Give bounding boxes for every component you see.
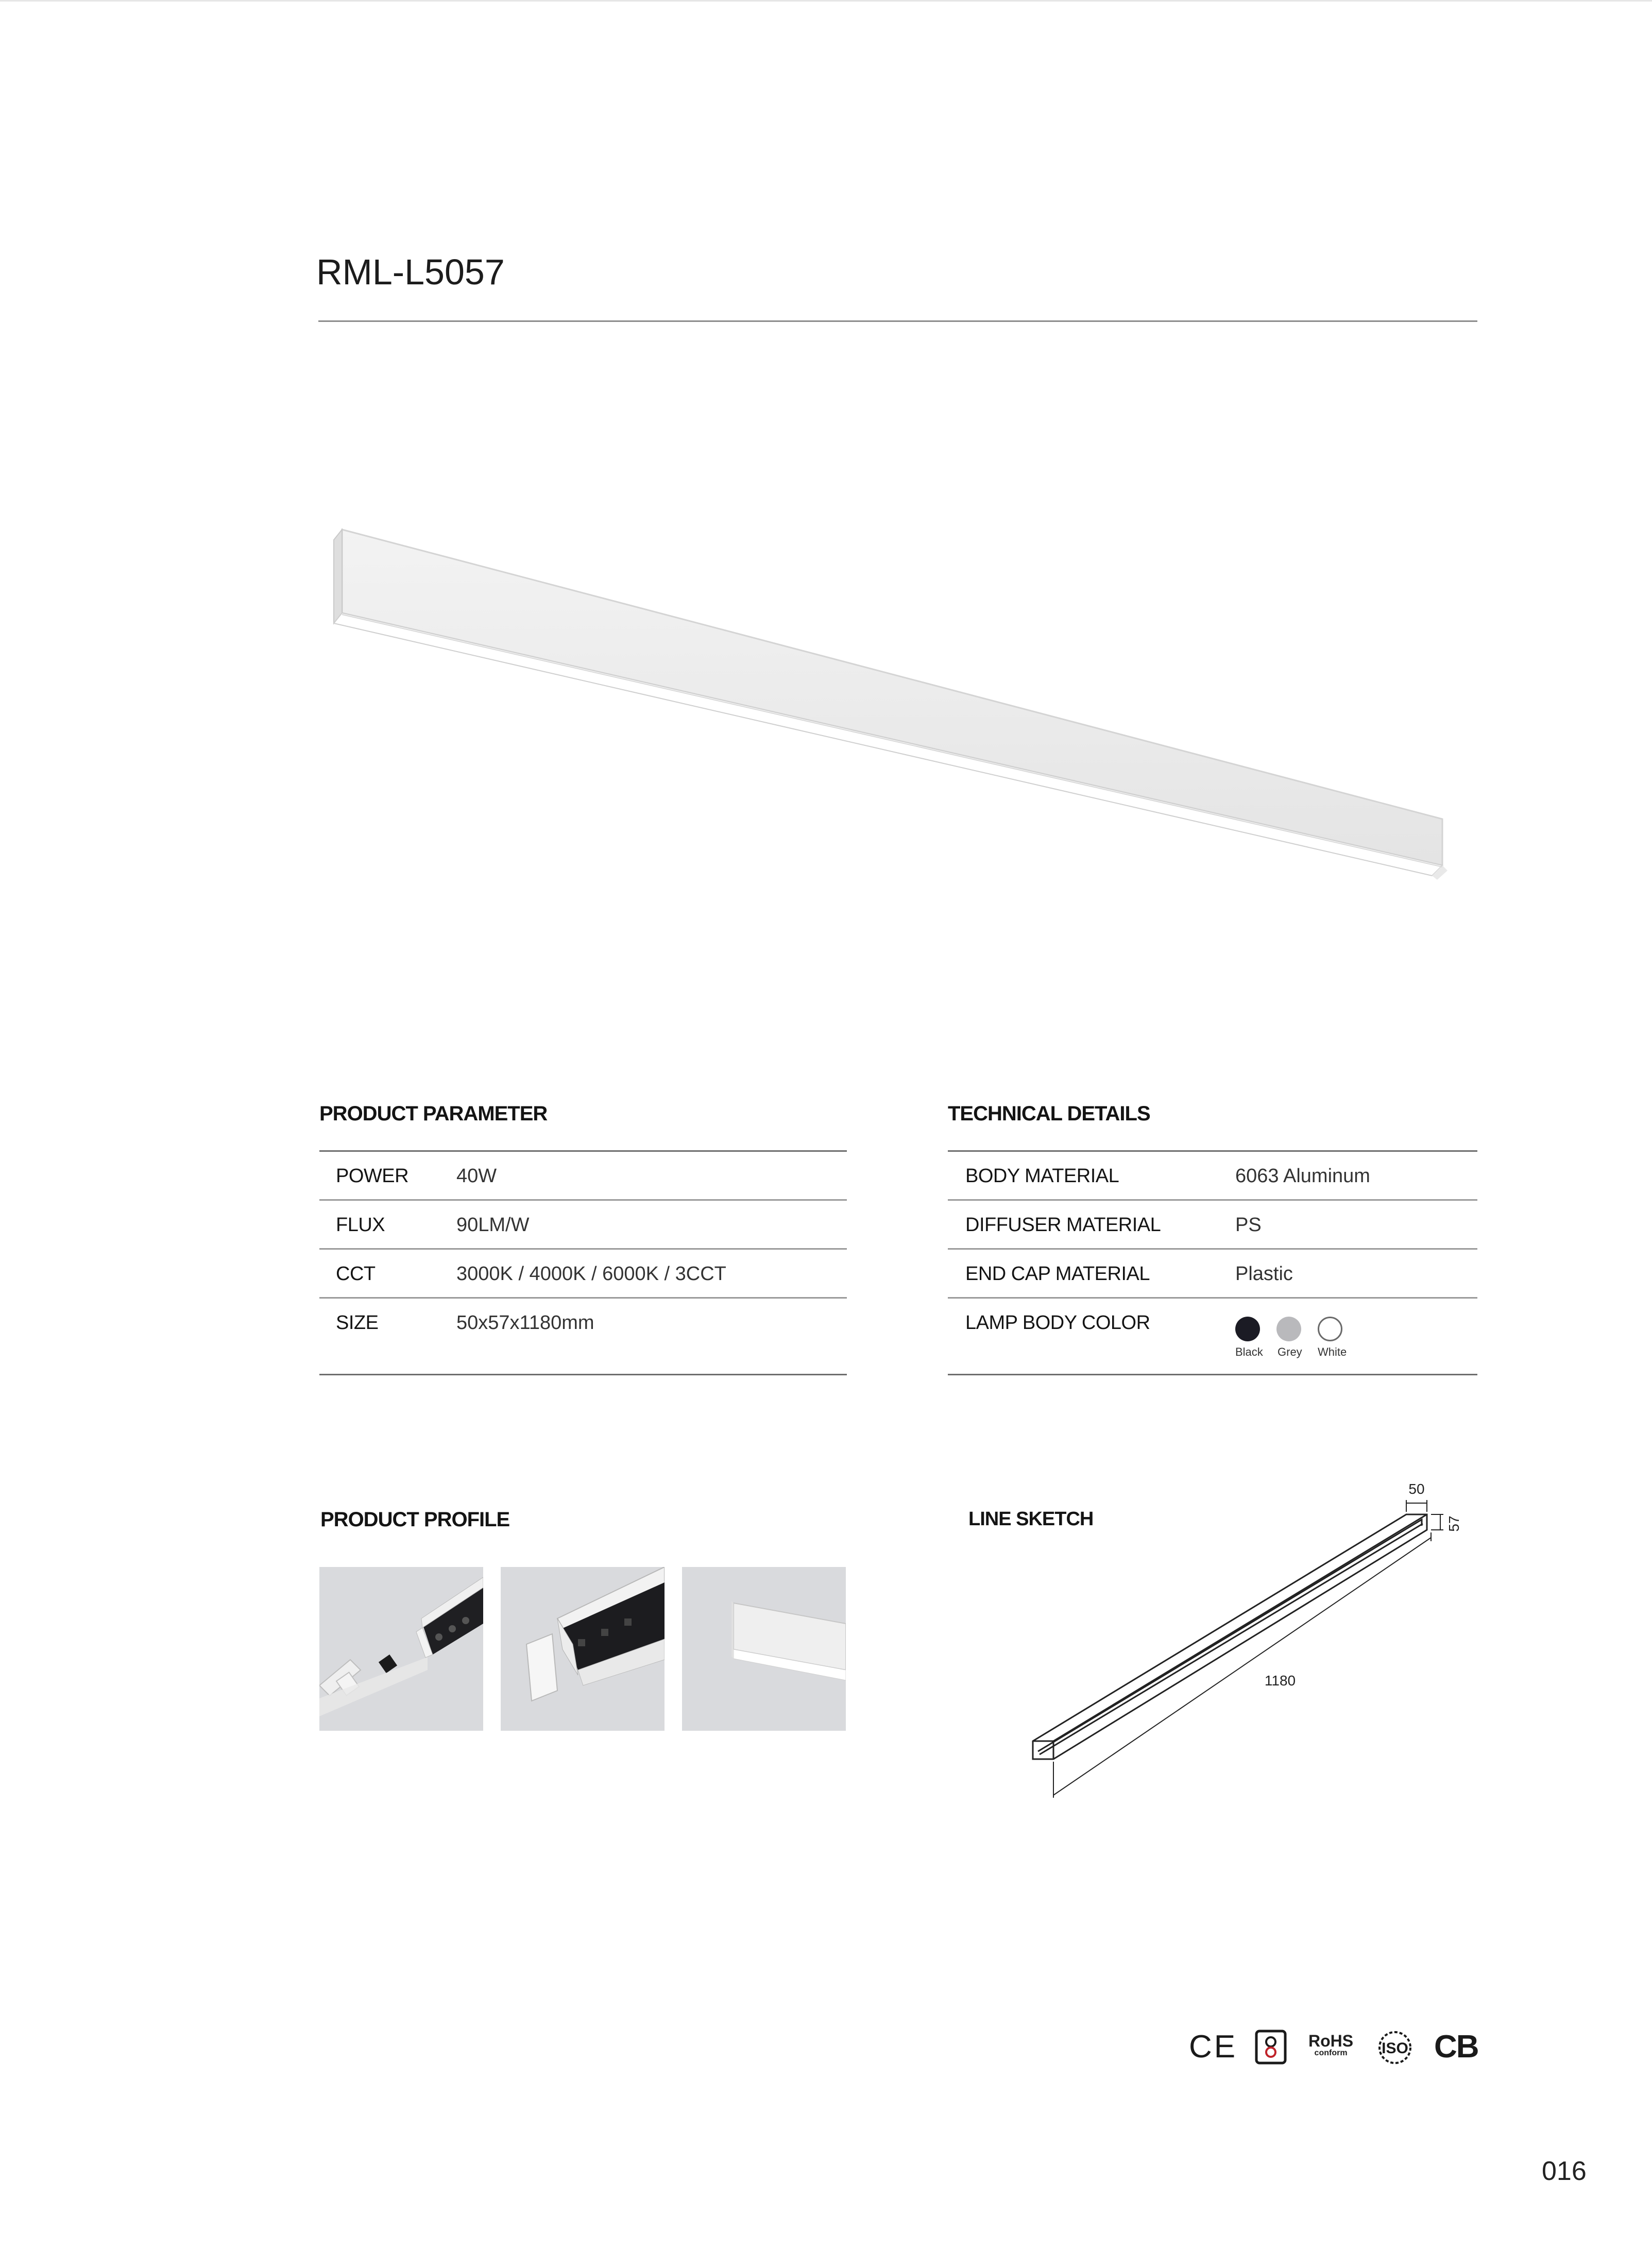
cb-mark-icon: CB	[1434, 2029, 1478, 2065]
profile-thumbnail-connector	[319, 1567, 483, 1731]
table-rule	[948, 1199, 1477, 1201]
swatch-white	[1318, 1317, 1342, 1341]
dimension-length-label: 1180	[1264, 1673, 1296, 1689]
param-value-size: 50x57x1180mm	[456, 1312, 594, 1334]
swatch-grey	[1276, 1317, 1301, 1341]
safety-mark-icon	[1255, 2030, 1287, 2065]
tech-value-end-cap-material: Plastic	[1235, 1263, 1293, 1285]
title-divider	[318, 320, 1477, 322]
product-profile-heading: PRODUCT PROFILE	[320, 1508, 510, 1531]
tech-label-body-material: BODY MATERIAL	[965, 1165, 1119, 1187]
param-value-flux: 90LM/W	[456, 1214, 530, 1236]
ce-mark-icon: CE	[1189, 2029, 1238, 2065]
swatch-label-grey: Grey	[1278, 1345, 1302, 1358]
swatch-label-black: Black	[1235, 1345, 1263, 1358]
product-title: RML-L5057	[316, 252, 505, 292]
line-sketch-heading: LINE SKETCH	[968, 1508, 1094, 1530]
top-border	[0, 0, 1652, 2]
table-rule	[319, 1297, 847, 1299]
param-value-cct: 3000K / 4000K / 6000K / 3CCT	[456, 1263, 726, 1285]
tech-value-body-material: 6063 Aluminum	[1235, 1165, 1370, 1187]
tech-label-diffuser-material: DIFFUSER MATERIAL	[965, 1214, 1161, 1236]
param-label-cct: CCT	[336, 1263, 376, 1285]
tech-value-diffuser-material: PS	[1235, 1214, 1262, 1236]
line-sketch-drawing	[1010, 1463, 1473, 1823]
param-label-power: POWER	[336, 1165, 409, 1187]
table-rule	[948, 1374, 1477, 1375]
rohs-mark-icon	[1308, 2033, 1353, 2057]
product-parameter-heading: PRODUCT PARAMETER	[319, 1102, 548, 1125]
iso-mark-icon	[1375, 2030, 1415, 2066]
table-rule	[319, 1199, 847, 1201]
tech-label-lamp-body-color: LAMP BODY COLOR	[965, 1312, 1150, 1334]
param-label-size: SIZE	[336, 1312, 379, 1334]
profile-thumbnail-diffuser	[682, 1567, 846, 1731]
table-rule	[948, 1248, 1477, 1250]
table-rule	[319, 1248, 847, 1250]
table-rule	[948, 1150, 1477, 1152]
table-rule	[948, 1297, 1477, 1299]
page-number: 016	[1542, 2156, 1587, 2186]
table-rule	[319, 1150, 847, 1152]
table-rule	[319, 1374, 847, 1375]
swatch-label-white: White	[1318, 1345, 1347, 1358]
tech-label-end-cap-material: END CAP MATERIAL	[965, 1263, 1150, 1285]
rohs-subtext: conform	[1314, 2049, 1348, 2057]
iso-text: ISO	[1382, 2040, 1408, 2057]
dimension-height-label: 57	[1446, 1515, 1462, 1532]
param-label-flux: FLUX	[336, 1214, 385, 1236]
product-hero-image	[319, 515, 1453, 917]
swatch-black	[1235, 1317, 1260, 1341]
technical-details-heading: TECHNICAL DETAILS	[948, 1102, 1150, 1125]
param-value-power: 40W	[456, 1165, 497, 1187]
dimension-width-label: 50	[1408, 1481, 1425, 1497]
profile-thumbnail-end-cap	[501, 1567, 665, 1731]
rohs-text: RoHS	[1308, 2032, 1354, 2050]
